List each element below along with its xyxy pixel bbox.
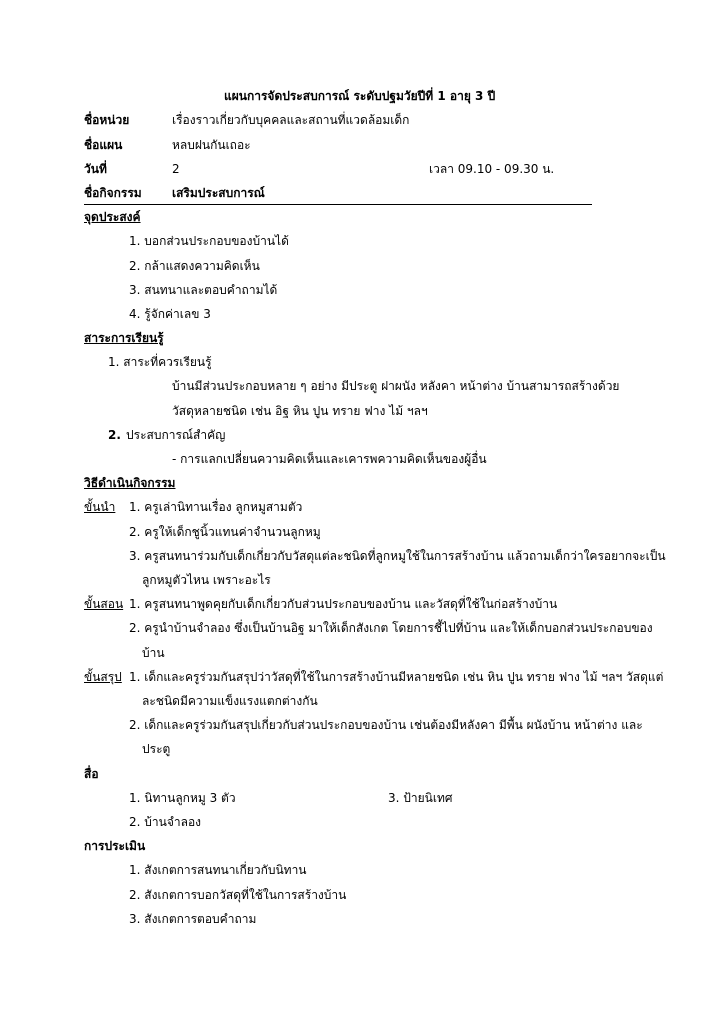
objective-item: 2. กล้าแสดงความคิดเห็น bbox=[129, 259, 260, 273]
day-label: วันที่ bbox=[84, 162, 107, 176]
content-item1-line1: บ้านมีส่วนประกอบหลาย ๆ อย่าง มีประตู ฝาผนัง หลังคา หน้าต่าง บ้านสามารถสร้างด้วย bbox=[172, 379, 620, 393]
content-item2-line: - การแลกเปลี่ยนความคิดเห็นและเคารพความคิดเห็นของผู้อื่น bbox=[172, 452, 487, 466]
media-item: 2. บ้านจำลอง bbox=[129, 815, 202, 829]
unit-value: เรื่องราวเกี่ยวกับบุคคลและสถานที่แวดล้อมเด็ก bbox=[172, 113, 410, 127]
procedure-intro-item3-cont: ลูกหมูตัวไหน เพราะอะไร bbox=[142, 573, 271, 587]
procedure-teach-label: ขั้นสอน bbox=[84, 597, 124, 611]
evaluation-item: 1. สังเกตการสนทนาเกี่ยวกับนิทาน bbox=[129, 863, 307, 877]
objective-item: 1. บอกส่วนประกอบของบ้านได้ bbox=[129, 234, 289, 248]
header-divider bbox=[84, 204, 592, 205]
media-item: 3. ป้ายนิเทศ bbox=[388, 791, 453, 805]
procedure-intro-item: 1. ครูเล่านิทานเรื่อง ลูกหมูสามตัว bbox=[129, 500, 303, 514]
content-heading: สาระการเรียนรู้ bbox=[84, 331, 164, 345]
procedure-intro-label: ขั้นนำ bbox=[84, 500, 116, 514]
unit-label: ชื่อหน่วย bbox=[84, 113, 130, 127]
day-value: 2 bbox=[172, 162, 180, 176]
time-value: เวลา 09.10 - 09.30 น. bbox=[429, 162, 555, 176]
procedure-teach-item: 1. ครูสนทนาพูดคุยกับเด็กเกี่ยวกับส่วนประกอบของบ้าน และวัสดุที่ใช้ในก่อสร้างบ้าน bbox=[129, 597, 558, 611]
evaluation-item: 3. สังเกตการตอบคำถาม bbox=[129, 912, 257, 926]
objective-item: 3. สนทนาและตอบคำถามได้ bbox=[129, 283, 278, 297]
activity-label: ชื่อกิจกรรม bbox=[84, 186, 142, 200]
procedure-summary-label: ขั้นสรุป bbox=[84, 670, 122, 684]
evaluation-item: 2. สังเกตการบอกวัสดุที่ใช้ในการสร้างบ้าน bbox=[129, 888, 347, 902]
content-item2-number: 2. bbox=[108, 428, 121, 442]
evaluation-heading: การประเมิน bbox=[84, 839, 146, 853]
procedure-intro-item: 2. ครูให้เด็กชูนิ้วแทนค่าจำนวนลูกหมู bbox=[129, 525, 321, 539]
objective-item: 4. รู้จักค่าเลข 3 bbox=[129, 307, 211, 321]
content-item2-title: ประสบการณ์สำคัญ bbox=[126, 428, 226, 442]
activity-value: เสริมประสบการณ์ bbox=[172, 186, 265, 200]
procedure-summary-item1-cont: ละชนิดมีความแข็งแรงแตกต่างกัน bbox=[142, 694, 318, 708]
media-heading: สื่อ bbox=[84, 767, 99, 781]
media-item: 1. นิทานลูกหมู 3 ตัว bbox=[129, 791, 236, 805]
content-item1-title: 1. สาระที่ควรเรียนรู้ bbox=[108, 355, 212, 369]
plan-value: หลบฝนกันเถอะ bbox=[172, 138, 251, 152]
procedure-summary-item: 1. เด็กและครูร่วมกันสรุปว่าวัสดุที่ใช้ในการสร้างบ้านมีหลายชนิด เช่น หิน ปูน ทราย ฟาง ไม้ ฯลฯ วัสดุแต่ bbox=[129, 670, 664, 684]
procedure-teach-item: 2. ครูนำบ้านจำลอง ซึ่งเป็นบ้านอิฐ มาให้เด็กสังเกต โดยการชี้ไปที่บ้าน และให้เด็กบอกส่วนประกอบของ bbox=[129, 621, 653, 635]
objectives-heading: จุดประสงค์ bbox=[84, 210, 141, 224]
procedure-summary-item: 2. เด็กและครูร่วมกันสรุปเกี่ยวกับส่วนประกอบของบ้าน เช่นต้องมีหลังคา มีพื้น ผนังบ้าน หน้าต่าง และ bbox=[129, 718, 643, 732]
procedure-intro-item: 3. ครูสนทนาร่วมกับเด็กเกี่ยวกับวัสดุแต่ละชนิดที่ลูกหมูใช้ในการสร้างบ้าน แล้วถามเด็กว่าใครอยากจะเป็น bbox=[129, 549, 666, 563]
procedure-summary-item2-cont: ประตู bbox=[142, 742, 171, 756]
plan-label: ชื่อแผน bbox=[84, 138, 123, 152]
content-item1-line2: วัสดุหลายชนิด เช่น อิฐ หิน ปูน ทราย ฟาง ไม้ ฯลฯ bbox=[172, 404, 428, 418]
page-title: แผนการจัดประสบการณ์ ระดับปฐมวัยปีที่ 1 อายุ 3 ปี bbox=[224, 89, 496, 103]
procedure-heading: วิธีดำเนินกิจกรรม bbox=[84, 476, 176, 490]
procedure-teach-item2-cont: บ้าน bbox=[142, 646, 165, 660]
